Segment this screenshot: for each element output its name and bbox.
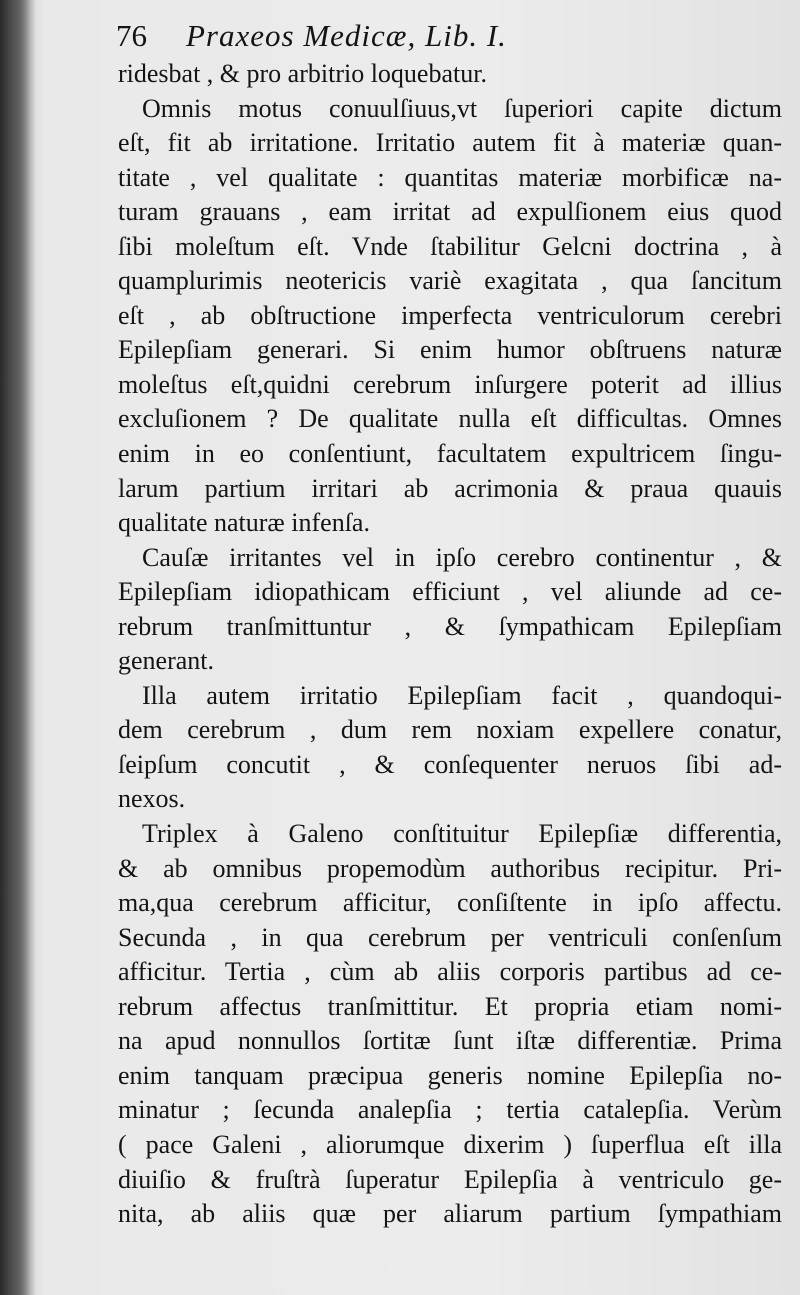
text-line: excluſionem ? De qualitate nulla eſt difficultas. Omnes [118, 404, 782, 434]
text-line: rebrum affectus tranſmittitur. Et propria etiam nomi- [118, 991, 782, 1021]
text-line: eſt , ab obſtructione imperfecta ventriculorum cerebri [118, 300, 782, 330]
binding-gutter [0, 0, 36, 1295]
text-line: Illa autem irritatio Epilepſiam facit , quandoqui- [142, 680, 782, 710]
text-line: Omnis motus conuulſiuus,vt ſuperiori capite dictum [142, 93, 782, 123]
text-line: rebrum tranſmittuntur , & ſympathicam Epilepſiam [118, 611, 782, 641]
text-line: quamplurimis neotericis variè exagitata , qua ſancitum [118, 266, 782, 296]
text-line: Epilepſiam generari. Si enim humor obſtruens naturæ [118, 335, 782, 365]
text-line: qualitate naturæ infenſa. [118, 508, 370, 538]
text-line: ( pace Galeni , aliorumque dixerim ) ſuperflua eſt illa [118, 1129, 782, 1159]
text-line: Secunda , in qua cerebrum per ventriculi conſenſum [118, 922, 782, 952]
text-line: Epilepſiam idiopathicam efficiunt , vel aliunde ad ce- [118, 577, 782, 607]
text-line: ſeipſum concutit , & conſequenter neruos ſibi ad- [118, 749, 782, 779]
text-line: Cauſæ irritantes vel in ipſo cerebro continentur , & [142, 542, 782, 572]
running-title: Praxeos Medicæ, Lib. I. [186, 18, 507, 53]
page-number: 76 [116, 18, 147, 53]
text-line: Triplex à Galeno conſtituitur Epilepſiæ differentia, [142, 819, 782, 849]
text-line: na apud nonnullos ſortitæ ſunt iſtæ differentiæ. Prima [118, 1026, 782, 1056]
body-text [118, 57, 782, 1232]
text-line: turam grauans , eam irritat ad expulſionem eius quod [118, 197, 782, 227]
text-line: afficitur. Tertia , cùm ab aliis corporis partibus ad ce- [118, 957, 782, 987]
text-line: titate , vel qualitate : quantitas materiæ morbificæ na- [118, 162, 782, 192]
text-line: nexos. [118, 784, 186, 814]
text-line: generant. [118, 646, 215, 676]
text-line: dem cerebrum , dum rem noxiam expellere conatur, [118, 715, 782, 745]
text-line: enim tanquam præcipua generis nomine Epilepſia no- [118, 1060, 782, 1090]
text-line: eſt, fit ab irritatione. Irritatio autem fit à materiæ quan- [118, 128, 782, 158]
text-line: minatur ; ſecunda analepſia ; tertia catalepſia. Verùm [118, 1095, 782, 1125]
text-line: & ab omnibus propemodùm authoribus recipitur. Pri- [118, 853, 782, 883]
text-line: larum partium irritari ab acrimonia & praua quauis [118, 473, 782, 503]
text-line: ma,qua cerebrum afficitur, conſiſtente in ipſo affectu. [118, 888, 782, 918]
text-line: ridesbat , & pro arbitrio loquebatur. [118, 59, 487, 88]
text-line: diuiſio & fruſtrà ſuperatur Epilepſia à ventriculo ge- [118, 1164, 782, 1194]
text-line: ſibi moleſtum eſt. Vnde ſtabilitur Gelcni doctrina , à [118, 231, 782, 261]
text-line: nita, ab aliis quæ per aliarum partium ſympathiam [118, 1199, 782, 1229]
running-header [116, 14, 776, 58]
text-line: moleſtus eſt,quidni cerebrum inſurgere poterit ad illius [118, 369, 782, 399]
text-line: enim in eo conſentiunt, facultatem expultricem ſingu- [118, 439, 782, 469]
